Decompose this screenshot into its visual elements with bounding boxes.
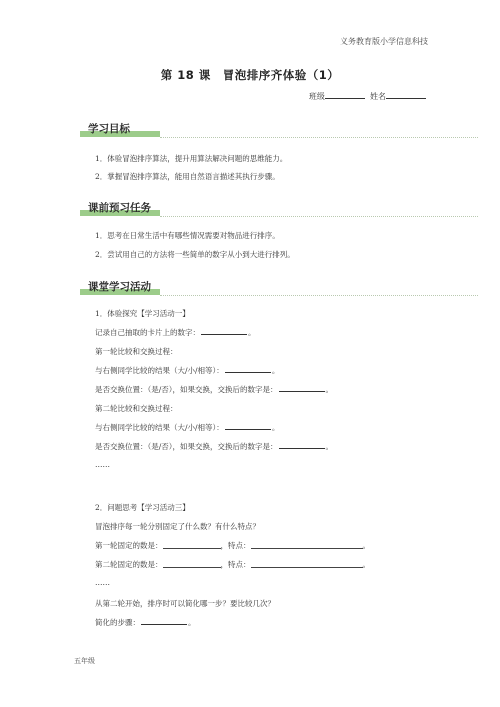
answer-blank[interactable]	[251, 544, 363, 549]
answer-blank[interactable]	[163, 563, 221, 568]
simplify-label: 简化的步骤：	[95, 618, 140, 627]
answer-blank[interactable]	[225, 422, 271, 430]
answer-blank[interactable]	[225, 365, 271, 373]
answer-blank[interactable]	[251, 563, 363, 568]
section-divider	[160, 137, 478, 138]
feature-label: ，特点：	[220, 560, 251, 569]
answer-blank[interactable]	[201, 327, 247, 335]
answer-blank[interactable]	[279, 441, 325, 449]
question2: 从第二轮开始，排序时可以简化哪一步？要比较几次？	[95, 599, 275, 608]
grade-footer: 五年级	[74, 657, 95, 665]
compare-label: 与右侧同学比较的结果（大/小/相等）：	[95, 423, 224, 432]
compare2-line	[95, 422, 279, 433]
publisher-header: 义务教育版小学信息科技	[340, 37, 428, 46]
simplify-line	[95, 617, 196, 628]
period: 。	[248, 328, 256, 337]
period: 。	[325, 385, 334, 394]
period: 。	[362, 541, 370, 550]
swap-label: 是否交换位置：（是/否），如果交换，交换后的数字是：	[95, 385, 278, 394]
activity-part1-title: 1．体验探究【学习活动一】	[95, 309, 190, 318]
feature-label: ，特点：	[220, 541, 251, 550]
preview-item: 1．思考在日常生活中有哪些情况需要对物品进行排序。	[95, 231, 280, 240]
fixed2-line	[95, 559, 370, 570]
section-label: 课前预习任务	[88, 202, 151, 214]
round1-title: 第一轮比较和交换过程：	[95, 347, 178, 356]
section-divider	[160, 295, 478, 296]
ellipsis: ……	[95, 578, 110, 587]
class-label: 班级	[308, 92, 325, 101]
class-name-line	[309, 90, 426, 102]
period: 。	[188, 618, 196, 627]
fixed-label: 第一轮固定的数是：	[95, 541, 163, 550]
record-label: 记录自己抽取的卡片上的数字：	[95, 328, 200, 337]
goal-item: 2．掌握冒泡排序算法，能用自然语言描述其执行步骤。	[95, 172, 280, 181]
period: 。	[271, 366, 280, 375]
name-blank[interactable]	[386, 90, 426, 99]
period: 。	[271, 423, 280, 432]
period: 。	[325, 442, 334, 451]
swap2-line	[95, 441, 333, 452]
swap1-line	[95, 384, 333, 395]
section-label: 课堂学习活动	[88, 281, 151, 293]
question1: 冒泡排序每一轮分别固定了什么数？有什么特点？	[95, 522, 260, 531]
answer-blank[interactable]	[279, 384, 325, 392]
section-label: 学习目标	[88, 123, 130, 135]
round2-title: 第二轮比较和交换过程：	[95, 404, 178, 413]
compare-label: 与右侧同学比较的结果（大/小/相等）：	[95, 366, 224, 375]
period: 。	[362, 560, 370, 569]
preview-item: 2．尝试用自己的方法将一些简单的数字从小到大进行排列。	[95, 250, 295, 259]
answer-blank[interactable]	[163, 544, 221, 549]
activity-part2-title: 2．问题思考【学习活动三】	[95, 503, 190, 512]
goal-item: 1．体验冒泡排序算法，提升用算法解决问题的思维能力。	[95, 154, 288, 163]
section-divider	[160, 216, 478, 217]
swap-label: 是否交换位置：（是/否），如果交换，交换后的数字是：	[95, 442, 278, 451]
fixed-label: 第二轮固定的数是：	[95, 560, 163, 569]
ellipsis: ……	[95, 460, 110, 469]
answer-blank[interactable]	[141, 617, 187, 625]
class-blank[interactable]	[325, 90, 365, 99]
compare1-line	[95, 365, 279, 376]
record-card-line	[95, 327, 256, 338]
fixed1-line	[95, 540, 370, 551]
name-label: 姓名	[370, 92, 386, 101]
page-title: 第 18 课 冒泡排序齐体验（1）	[160, 68, 340, 82]
